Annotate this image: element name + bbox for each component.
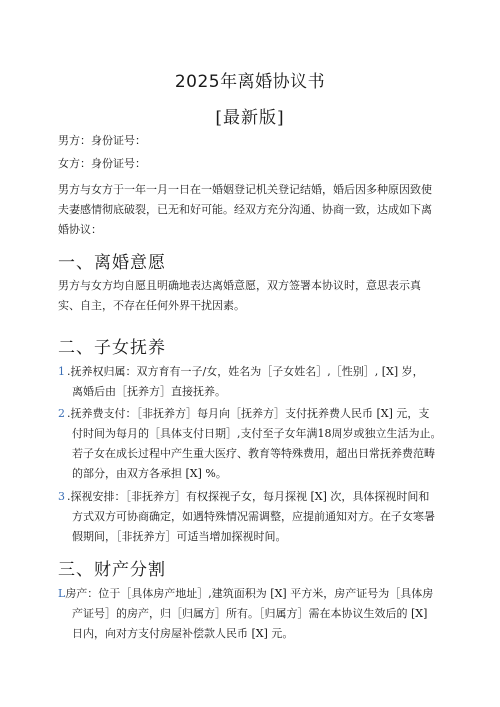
- item-line: 假期间，［非抚养方］可适当增加探视时间。: [72, 530, 287, 543]
- female-id-line: 女方：身份证号：: [58, 157, 146, 170]
- intro-paragraph: [58, 180, 450, 240]
- item-line: 若子女在成长过程中产生重大医疗、教育等特殊费用，超出日常抚养费范畴: [72, 447, 435, 460]
- item-line: .抚养权归属：双方育有一子/女，姓名为［子女姓名］,［性别］, [X] 岁，: [67, 365, 424, 378]
- item-line: 产证号］的房产，归［归属方］所有。［归属方］需在本协议生效后的 [X]: [72, 607, 428, 620]
- item-number: 2: [58, 407, 65, 420]
- item-line: .抚养费支付：［非抚养方］每月向［抚养方］支付抚养费人民币 [X] 元，支: [67, 407, 430, 420]
- item-number: 3: [58, 490, 65, 503]
- intro-line-3: 婚协议：: [58, 223, 102, 236]
- section-1-heading: 一、离婚意愿: [58, 253, 166, 273]
- item-line: 付时间为每月的［具体支付日期］,支付至子女年满18周岁或独立生活为止。: [72, 427, 442, 440]
- intro-line-2: 夫妻感情彻底破裂，已无和好可能。经双方充分沟通、协商一致，达成如下离: [58, 203, 432, 216]
- item-line: 日内，向对方支付房屋补偿款人民币 [X] 元。: [72, 627, 294, 640]
- section-2-heading: 二、子女抚养: [58, 338, 166, 358]
- section-1-line-1: 男方与女方均自愿且明确地表达离婚意愿，双方签署本协议时，意思表示真: [58, 279, 421, 292]
- intro-line-1: 男方与女方于一年一月一日在一婚姻登记机关登记结婚，婚后因多种原因致使: [58, 183, 432, 196]
- list-item-visitation: [58, 487, 450, 547]
- list-item-child-support: [58, 404, 450, 484]
- item-number: L: [58, 587, 66, 600]
- document-subtitle: [最新版]: [215, 108, 285, 128]
- section-1-line-2: 实、自主，不存在任何外界干扰因素。: [58, 299, 245, 312]
- item-number: 1: [58, 365, 65, 378]
- section-3-heading: 三、财产分割: [58, 560, 166, 580]
- item-line: .探视安排：［非抚养方］有权探视子女，每月探视 [X] 次，具体探视时间和: [67, 490, 430, 503]
- document-title: 2025年离婚协议书: [174, 72, 326, 92]
- item-line: 方式双方可协商确定，如遇特殊情况需调整，应提前通知对方。在子女寒暑: [72, 510, 435, 523]
- item-line: 离婚后由［抚养方］直接抚养。: [72, 385, 226, 398]
- list-item-custody: [58, 362, 450, 402]
- item-line: 房产：位于［具体房产地址］,建筑面积为 [X] 平方米，房产证号为［具体房: [65, 587, 434, 600]
- item-line: 的部分，由双方各承担 [X] %。: [72, 467, 227, 480]
- list-item-property: [58, 584, 450, 644]
- section-1-paragraph: [58, 276, 450, 316]
- male-id-line: 男方：身份证号：: [58, 134, 146, 147]
